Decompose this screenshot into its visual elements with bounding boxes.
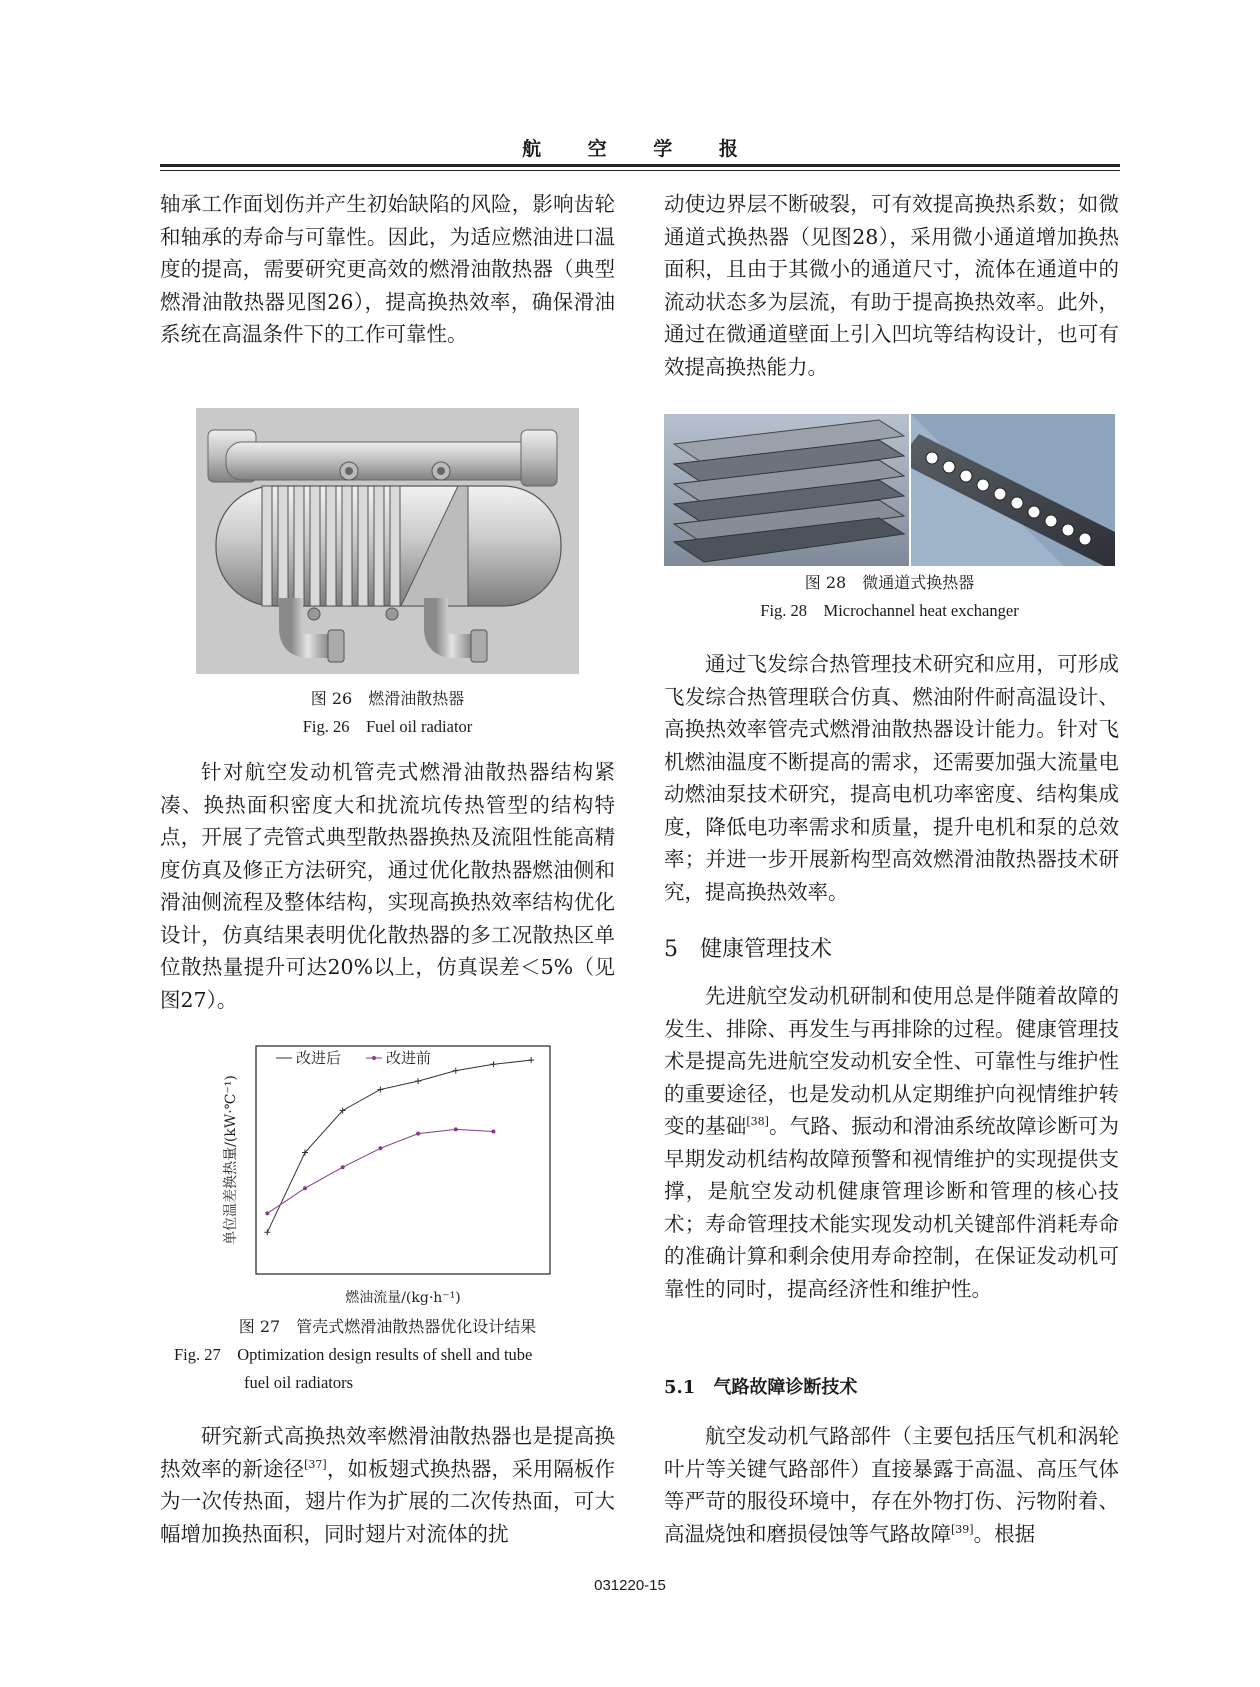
fig27-caption-cn: 图 27 管壳式燃滑油散热器优化设计结果	[238, 1317, 537, 1336]
left-p1-text: 轴承工作面划伤并产生初始缺陷的风险，影响齿轮和轴承的寿命与可靠性。因此，为适应燃油进口温度的提高，需要研究更高效的燃滑油散热器（典型燃滑油散热器见图26），提高换热效率，确保滑油系统在高温条件下的工作可靠性。	[160, 192, 615, 346]
left-p3-part-a: 研究新式高换热效率燃滑油散热器也是提高换热效率的新途径	[160, 1424, 615, 1481]
series-1-point-4	[416, 1132, 420, 1136]
plot-frame	[256, 1046, 550, 1274]
fig26-caption-cn: 图 26 燃滑油散热器	[310, 689, 465, 708]
fuel-oil-radiator-illustration	[196, 408, 579, 674]
microchannel-heat-exchanger-photo	[664, 414, 1115, 566]
legend-label-improved: 改进后	[296, 1049, 342, 1067]
fig27-chart	[200, 1040, 560, 1310]
fig27-chart-svg	[200, 1040, 560, 1310]
right-p4-part-b: 。根据	[973, 1521, 1036, 1546]
series-1-point-2	[341, 1165, 345, 1169]
chart-y-axis-label: 单位温差换热量/(kW·℃⁻¹)	[223, 1075, 239, 1245]
legend-label-original: 改进前	[386, 1049, 432, 1067]
fig27-caption-en-line1: Fig. 27 Optimization design results of shell and tube	[174, 1345, 533, 1364]
citation-39: [39]	[951, 1522, 974, 1536]
section-5-title: 5 健康管理技术	[664, 937, 832, 962]
right-p3-part-a: 先进航空发动机研制和使用总是伴随着故障的发生、排除、再发生与再排除的过程。健康管理技术是提高先进航空发动机安全性、可靠性与维护性的重要途径，也是发动机从定期维护向视情维护转变的基础	[664, 984, 1119, 1138]
right-p3-text	[664, 980, 1119, 1305]
fig28-caption-en: Fig. 28 Microchannel heat exchanger	[760, 601, 1019, 620]
fig28-image	[664, 414, 1115, 566]
left-paragraph-1	[160, 188, 615, 351]
journal-header: 航 空 学 报	[522, 138, 758, 160]
header-rule-thick	[160, 164, 1120, 167]
right-p1-text: 动使边界层不断破裂，可有效提高换热系数；如微通道式换热器（见图28），采用微小通道增加换热面积，且由于其微小的通道尺寸，流体在通道中的流动状态多为层流，有助于提高换热效率。此外，通过在微通道壁面上引入凹坑等结构设计，也可有效提高换热能力。	[664, 192, 1119, 379]
left-p3-text	[160, 1420, 615, 1550]
citation-38: [38]	[746, 1115, 769, 1129]
right-paragraph-1	[664, 188, 1119, 383]
right-p4-part-a: 航空发动机气路部件（主要包括压气机和涡轮叶片等关键气路部件）直接暴露于高温、高压气体等严苛的服役环境中，存在外物打伤、污物附着、高温烧蚀和磨损侵蚀等气路故障	[664, 1424, 1119, 1546]
header-rule-thin	[160, 170, 1120, 171]
fig27-caption-en-line2: fuel oil radiators	[244, 1373, 354, 1392]
legend-marker-original	[372, 1056, 376, 1060]
fig26-image	[196, 408, 579, 674]
right-paragraph-3	[664, 980, 1119, 1305]
series-1-point-5	[454, 1127, 458, 1131]
section-5-1-title: 5.1 气路故障诊断技术	[664, 1377, 858, 1398]
left-paragraph-2	[160, 756, 615, 1016]
left-paragraph-3	[160, 1420, 615, 1550]
series-1-point-1	[303, 1186, 307, 1190]
citation-37: [37]	[304, 1457, 327, 1471]
page-number: 031220-15	[594, 1577, 666, 1594]
right-p3-part-b: 。气路、振动和滑油系统故障诊断可为早期发动机结构故障预警和视情维护的实现提供支撑，是航空发动机健康管理诊断和管理的核心技术；寿命管理技术能实现发动机关键部件消耗寿命的准确计算和剩余使用寿命控制，在保证发动机可靠性的同时，提高经济性和维护性。	[664, 1114, 1120, 1301]
chart-x-axis-label: 燃油流量/(kg·h⁻¹)	[345, 1290, 461, 1306]
left-p3-part-b: ，如板翅式换热器，采用隔板作为一次传热面，翅片作为扩展的二次传热面，可大幅增加换热面积，同时翅片对流体的扰	[160, 1456, 616, 1546]
right-p4-text	[664, 1420, 1119, 1550]
right-paragraph-4	[664, 1420, 1119, 1550]
fig26-caption-en: Fig. 26 Fuel oil radiator	[302, 717, 473, 736]
right-p2-text: 通过飞发综合热管理技术研究和应用，可形成飞发综合热管理联合仿真、燃油附件耐高温设计、高换热效率管壳式燃滑油散热器设计能力。针对飞机燃油温度不断提高的需求，还需要加强大流量电动燃油泵技术研究，提高电机功率密度、结构集成度，降低电功率需求和质量，提升电机和泵的总效率；并进一步开展新构型高效燃滑油散热器技术研究，提高换热效率。	[664, 652, 1119, 904]
left-p2-text: 针对航空发动机管壳式燃滑油散热器结构紧凑、换热面积密度大和扰流坑传热管型的结构特点，开展了壳管式典型散热器换热及流阻性能高精度仿真及修正方法研究，通过优化散热器燃油侧和滑油侧流程及整体结构，实现高换热效率结构优化设计，仿真结果表明优化散热器的多工况散热区单位散热量提升可达20%以上，仿真误差＜5%（见图27）。	[160, 760, 615, 1012]
series-1-point-3	[378, 1146, 382, 1150]
series-1-point-6	[491, 1130, 495, 1134]
series-1-point-0	[265, 1211, 269, 1215]
fig28-caption-cn: 图 28 微通道式换热器	[804, 573, 975, 592]
right-paragraph-2	[664, 648, 1119, 908]
